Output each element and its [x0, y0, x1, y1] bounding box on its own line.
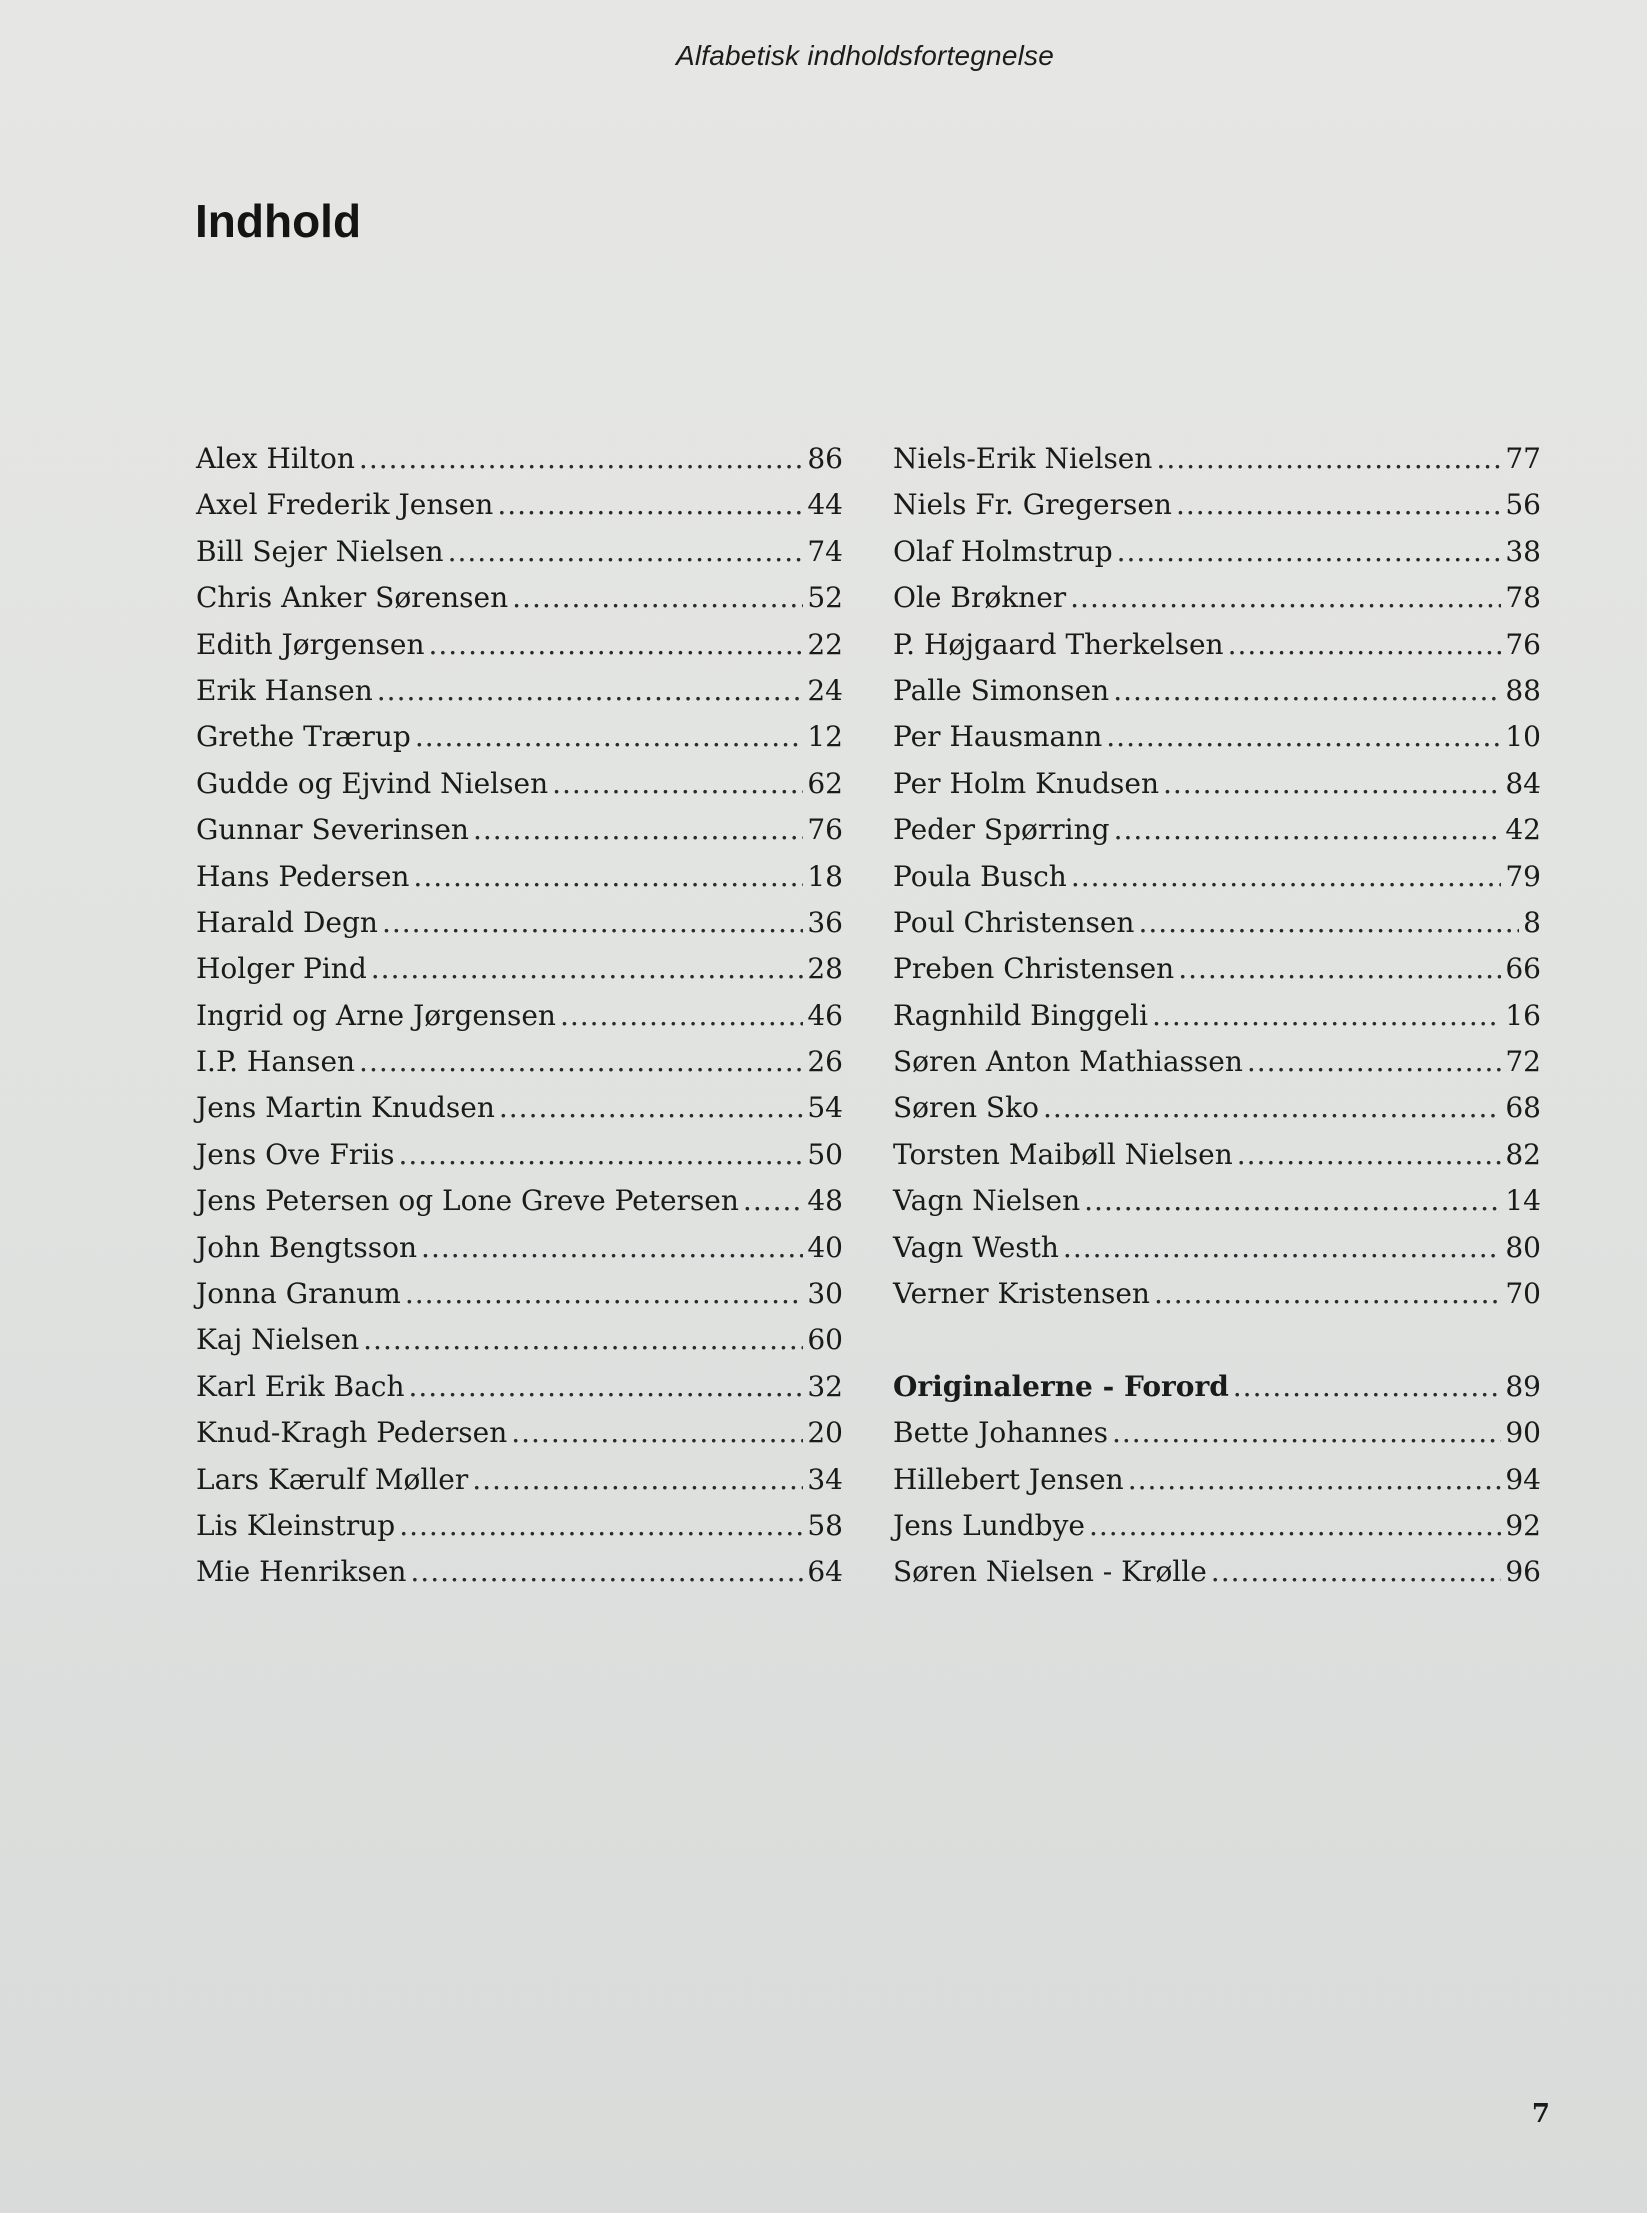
toc-entry-name: Axel Frederik Jensen	[196, 488, 494, 522]
toc-entry-page: 24	[807, 673, 843, 707]
toc-entry-page: 80	[1505, 1230, 1541, 1264]
toc-entry	[196, 436, 843, 482]
dot-leader	[1112, 1410, 1501, 1456]
toc-entry	[893, 1085, 1541, 1131]
toc-entry-name: Søren Sko	[893, 1091, 1039, 1125]
toc-entry	[196, 946, 843, 992]
dot-leader	[1071, 854, 1502, 900]
toc-left-column	[196, 436, 843, 1596]
toc-entry-page: 78	[1505, 581, 1541, 615]
toc-entry	[196, 1364, 843, 1410]
toc-entry	[893, 761, 1541, 807]
toc-entry	[893, 854, 1541, 900]
dot-leader	[1237, 1132, 1502, 1178]
toc-entry	[196, 854, 843, 900]
toc-entry-page: 88	[1505, 673, 1541, 707]
toc-entry	[196, 1317, 843, 1363]
dot-leader	[499, 1085, 803, 1131]
dot-leader	[428, 622, 803, 668]
toc-entry-page: 62	[807, 766, 843, 800]
toc-entry-page: 28	[807, 952, 843, 986]
toc-entry-name: Søren Anton Mathiassen	[893, 1045, 1243, 1079]
toc-entry-name: Chris Anker Sørensen	[196, 581, 509, 615]
toc-entry-name: Lis Kleinstrup	[196, 1508, 396, 1542]
toc-entry-name: Per Holm Knudsen	[893, 766, 1159, 800]
toc-entry	[893, 946, 1541, 992]
toc-entry-name: John Bengtsson	[196, 1230, 418, 1264]
toc-entry	[196, 1271, 843, 1317]
toc-entry-page: 86	[807, 442, 843, 475]
dot-leader	[743, 1178, 803, 1224]
toc-entry	[196, 1132, 843, 1178]
toc-entry-page: 68	[1505, 1091, 1541, 1125]
dot-leader	[1128, 1457, 1502, 1503]
toc-entry	[196, 1549, 843, 1595]
dot-leader	[359, 436, 803, 482]
toc-entry-page: 14	[1505, 1184, 1541, 1218]
toc-entry-name: Ingrid og Arne Jørgensen	[196, 998, 556, 1032]
toc-entry-page: 84	[1505, 766, 1541, 800]
toc-entry-page: 20	[807, 1416, 843, 1450]
dot-leader	[410, 1549, 803, 1595]
toc-entry	[893, 714, 1541, 760]
toc-entry-page: 32	[807, 1369, 843, 1403]
toc-entry-name: Niels-Erik Nielsen	[893, 442, 1153, 475]
dot-leader	[421, 1225, 803, 1271]
toc-entry-page: 10	[1505, 720, 1541, 754]
toc-entry-page: 66	[1505, 952, 1541, 986]
toc-entry	[196, 993, 843, 1039]
toc-entry	[893, 1039, 1541, 1085]
toc-entry-name: Peder Spørring	[893, 813, 1110, 847]
toc-entry-name: Karl Erik Bach	[196, 1369, 405, 1403]
toc-entry	[893, 436, 1541, 482]
toc-entry	[196, 1039, 843, 1085]
toc-entry-name: Bill Sejer Nielsen	[196, 534, 444, 568]
toc-entry-name: Poul Christensen	[893, 905, 1135, 939]
dot-leader	[1084, 1178, 1501, 1224]
toc-entry-name: Olaf Holmstrup	[893, 534, 1113, 568]
toc-entry-name: Hans Pedersen	[196, 859, 410, 893]
toc-entry	[196, 482, 843, 528]
dot-leader	[377, 668, 804, 714]
toc-entry	[196, 1225, 843, 1271]
dot-leader	[552, 761, 803, 807]
toc-entry-name: Knud-Kragh Pedersen	[196, 1416, 508, 1450]
toc-entry-page: 76	[1505, 627, 1541, 661]
dot-leader	[1113, 668, 1501, 714]
toc-entry-page: 79	[1505, 859, 1541, 893]
dot-leader	[398, 1132, 803, 1178]
toc-entry-name: Alex Hilton	[196, 442, 355, 475]
dot-leader	[363, 1317, 803, 1363]
dot-leader	[405, 1271, 804, 1317]
toc-entry	[196, 1085, 843, 1131]
toc-entry	[893, 1364, 1541, 1410]
dot-leader	[472, 1457, 803, 1503]
toc-entry-page: 8	[1523, 905, 1541, 939]
dot-leader	[408, 1364, 803, 1410]
toc-entry-page: 58	[807, 1508, 843, 1542]
toc-entry-name: Vagn Westh	[893, 1230, 1059, 1264]
toc-entry-page: 22	[807, 627, 843, 661]
toc-entry-page: 46	[807, 998, 843, 1032]
toc-entry-name: Gudde og Ejvind Nielsen	[196, 766, 549, 800]
toc-entry-page: 72	[1505, 1045, 1541, 1079]
toc-entry-name: Mie Henriksen	[196, 1555, 407, 1589]
toc-entry-page: 48	[807, 1184, 843, 1218]
toc-entry-name: Kaj Nielsen	[196, 1323, 360, 1357]
dot-leader	[1043, 1085, 1501, 1131]
dot-leader	[1228, 622, 1502, 668]
toc-entry-page: 77	[1505, 442, 1541, 475]
toc-entry-name: Torsten Maibøll Nielsen	[893, 1137, 1233, 1171]
dot-leader	[1176, 482, 1501, 528]
toc-entry	[893, 1271, 1541, 1317]
toc-section-gap	[893, 1317, 1541, 1363]
dot-leader	[371, 946, 804, 992]
toc-entry-page: 70	[1505, 1277, 1541, 1311]
dot-leader	[448, 529, 804, 575]
toc-entry	[893, 1178, 1541, 1224]
toc-entry-name: Ragnhild Binggeli	[893, 998, 1149, 1032]
dot-leader	[1138, 900, 1519, 946]
toc-entry-name: Vagn Nielsen	[893, 1184, 1081, 1218]
toc-entry-name: Holger Pind	[196, 952, 367, 986]
toc-entry-page: 76	[807, 813, 843, 847]
toc-entry	[196, 1503, 843, 1549]
dot-leader	[511, 1410, 803, 1456]
page-number: 7	[1531, 2099, 1550, 2129]
dot-leader	[1117, 529, 1502, 575]
toc-entry-name: Niels Fr. Gregersen	[893, 488, 1172, 522]
toc-entry	[196, 622, 843, 668]
toc-entry-page: 94	[1505, 1462, 1541, 1496]
toc-entry-page: 38	[1505, 534, 1541, 568]
toc-entry-page: 30	[807, 1277, 843, 1311]
toc-entry-name: I.P. Hansen	[196, 1045, 356, 1079]
dot-leader	[382, 900, 803, 946]
toc-entry	[893, 993, 1541, 1039]
toc-entry-page: 26	[807, 1045, 843, 1079]
toc-entry	[196, 529, 843, 575]
dot-leader	[1233, 1364, 1502, 1410]
toc-entry-name: Harald Degn	[196, 905, 378, 939]
toc-entry	[893, 482, 1541, 528]
dot-leader	[1070, 575, 1501, 621]
toc-entry	[196, 575, 843, 621]
toc-entry-name: Verner Kristensen	[893, 1277, 1150, 1311]
toc-entry	[893, 1132, 1541, 1178]
dot-leader	[1106, 714, 1501, 760]
toc-entry	[196, 807, 843, 853]
dot-leader	[1063, 1225, 1501, 1271]
toc-entry	[196, 714, 843, 760]
toc-entry	[893, 529, 1541, 575]
toc-entry	[893, 807, 1541, 853]
toc-entry	[196, 668, 843, 714]
toc-entry-page: 40	[807, 1230, 843, 1264]
toc-entry-page: 18	[807, 859, 843, 893]
toc-entry-page: 92	[1505, 1508, 1541, 1542]
toc-entry-page: 52	[807, 581, 843, 615]
dot-leader	[1152, 993, 1501, 1039]
toc-entry-name: Jonna Granum	[196, 1277, 401, 1311]
toc-entry	[196, 1410, 843, 1456]
toc-entry-name: Palle Simonsen	[893, 673, 1110, 707]
dot-leader	[1178, 946, 1501, 992]
dot-leader	[512, 575, 803, 621]
toc-entry-name: Jens Martin Knudsen	[196, 1091, 495, 1125]
toc-entry-name: Søren Nielsen - Krølle	[893, 1555, 1207, 1589]
dot-leader	[359, 1039, 803, 1085]
toc-entry	[196, 1178, 843, 1224]
toc-entry	[893, 1549, 1541, 1595]
toc-entry	[196, 1457, 843, 1503]
toc-entry-name: Lars Kærulf Møller	[196, 1462, 469, 1496]
toc-entry-page: 42	[1505, 813, 1541, 847]
toc-entry	[893, 1410, 1541, 1456]
toc-entry-name: Ole Brøkner	[893, 581, 1067, 615]
toc-entry-name: Per Hausmann	[893, 720, 1103, 754]
dot-leader	[1211, 1549, 1502, 1595]
toc-entry-name: Jens Lundbye	[893, 1508, 1085, 1542]
toc-entry-name: Preben Christensen	[893, 952, 1175, 986]
toc-entry-page: 82	[1505, 1137, 1541, 1171]
toc-entry	[893, 668, 1541, 714]
toc-right-column	[893, 436, 1541, 1596]
toc-entry-name: Edith Jørgensen	[196, 627, 425, 661]
toc-entry-page: 54	[807, 1091, 843, 1125]
toc-entry-page: 12	[807, 720, 843, 754]
toc-entry	[893, 900, 1541, 946]
toc-entry-page: 44	[807, 488, 843, 522]
toc-entry-page: 16	[1505, 998, 1541, 1032]
toc-entry-page: 64	[807, 1555, 843, 1589]
toc-entry-page: 36	[807, 905, 843, 939]
toc-entry-name: Bette Johannes	[893, 1416, 1108, 1450]
toc-entry-page: 34	[807, 1462, 843, 1496]
toc-entry-name: Jens Petersen og Lone Greve Petersen	[196, 1184, 739, 1218]
toc-entry-page: 60	[807, 1323, 843, 1357]
page-title: Indhold	[195, 195, 362, 247]
toc-entry-name: Jens Ove Friis	[196, 1137, 395, 1171]
dot-leader	[1247, 1039, 1501, 1085]
toc-entry-name: Poula Busch	[893, 859, 1067, 893]
running-head: Alfabetisk indholdsfortegnelse	[675, 40, 1054, 71]
dot-leader	[1089, 1503, 1501, 1549]
dot-leader	[1154, 1271, 1501, 1317]
toc-entry-page: 50	[807, 1137, 843, 1171]
toc-entry	[893, 1225, 1541, 1271]
toc-entry	[893, 622, 1541, 668]
toc-entry-page: 56	[1505, 488, 1541, 522]
dot-leader	[497, 482, 803, 528]
toc-entry-name: Gunnar Severinsen	[196, 813, 469, 847]
toc-entry	[893, 575, 1541, 621]
dot-leader	[560, 993, 803, 1039]
dot-leader	[413, 854, 803, 900]
dot-leader	[1114, 807, 1502, 853]
toc-entry-name: Originalerne - Forord	[893, 1369, 1229, 1403]
dot-leader	[1163, 761, 1501, 807]
toc-entry-name: Erik Hansen	[196, 673, 373, 707]
dot-leader	[1156, 436, 1501, 482]
dot-leader	[399, 1503, 803, 1549]
toc-entry	[893, 1503, 1541, 1549]
toc-entry	[196, 900, 843, 946]
toc-entry-page: 89	[1505, 1369, 1541, 1403]
dot-leader	[473, 807, 803, 853]
toc-entry-page: 74	[807, 534, 843, 568]
toc-entry-page: 96	[1505, 1555, 1541, 1589]
dot-leader	[415, 714, 804, 760]
toc-entry	[196, 761, 843, 807]
toc-entry	[893, 1457, 1541, 1503]
toc-entry-name: P. Højgaard Therkelsen	[893, 627, 1224, 661]
toc-entry-page: 90	[1505, 1416, 1541, 1450]
toc-entry-name: Hillebert Jensen	[893, 1462, 1124, 1496]
toc-entry-name: Grethe Trærup	[196, 720, 411, 754]
